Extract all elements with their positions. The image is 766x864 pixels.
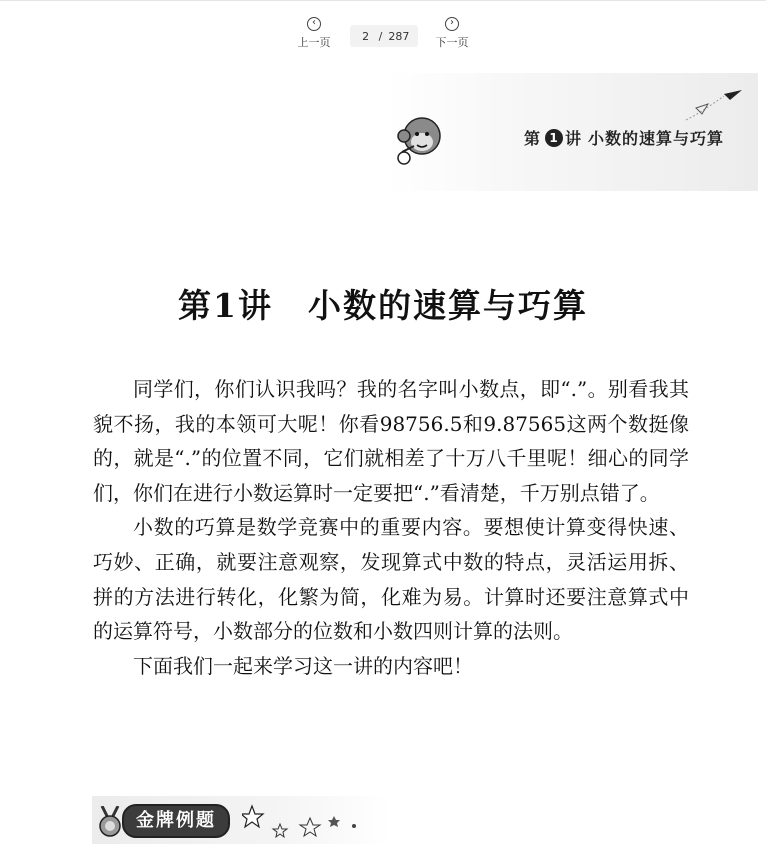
banner-suffix: 讲 [565,129,583,148]
paragraph: 小数的巧算是数学竞赛中的重要内容。要想使计算变得快速、巧妙、正确，就要注意观察，发现算式中数的特点，灵活运用拆、拼的方法进行转化，化繁为简，化难为易。计算时还要注意算式中的运算符号，小数部分的位数和小数四则计算的法则。 [93,515,689,644]
section-label: 金牌例题 [122,804,230,838]
page-indicator [350,25,418,47]
banner-topic: 小数的速算与巧算 [588,129,725,148]
banner-prefix: 第 [524,129,542,148]
monkey-mascot-icon [392,112,448,168]
next-page-button[interactable] [422,17,482,50]
paper-plane-icon [684,86,744,126]
chevron-left-icon: ‹ [307,17,321,31]
page-number-input[interactable] [359,30,373,43]
section-label-banner [92,796,392,844]
next-page-label: 下一页 [435,36,469,49]
banner-title [524,126,724,149]
paragraph: 同学们，你们认识我吗？我的名字叫小数点，即“.”。别看我其貌不扬，我的本领可大呢！你看98756.5和9.87565这两个数挺像的，就是“.”的位置不同，它们就相差了十万八千里呢！细心的同学们，你们在进行小数运算时一定要把“.”看清楚，千万别点错了。 [93,377,689,505]
body-text [93,372,689,683]
prev-page-button[interactable] [284,17,344,50]
banner-number-badge: 1 [545,129,563,147]
paragraph: 下面我们一起来学习这一讲的内容吧！ [133,653,473,678]
prev-page-label: 上一页 [297,36,331,49]
star-icon [242,804,362,840]
page-toolbar [0,0,766,59]
chapter-title: 第1讲 小数的速算与巧算 [178,286,588,325]
total-pages: 287 [388,29,410,43]
page-separator: / [378,29,383,43]
medal-icon [96,806,124,838]
chevron-right-icon: › [445,17,459,31]
